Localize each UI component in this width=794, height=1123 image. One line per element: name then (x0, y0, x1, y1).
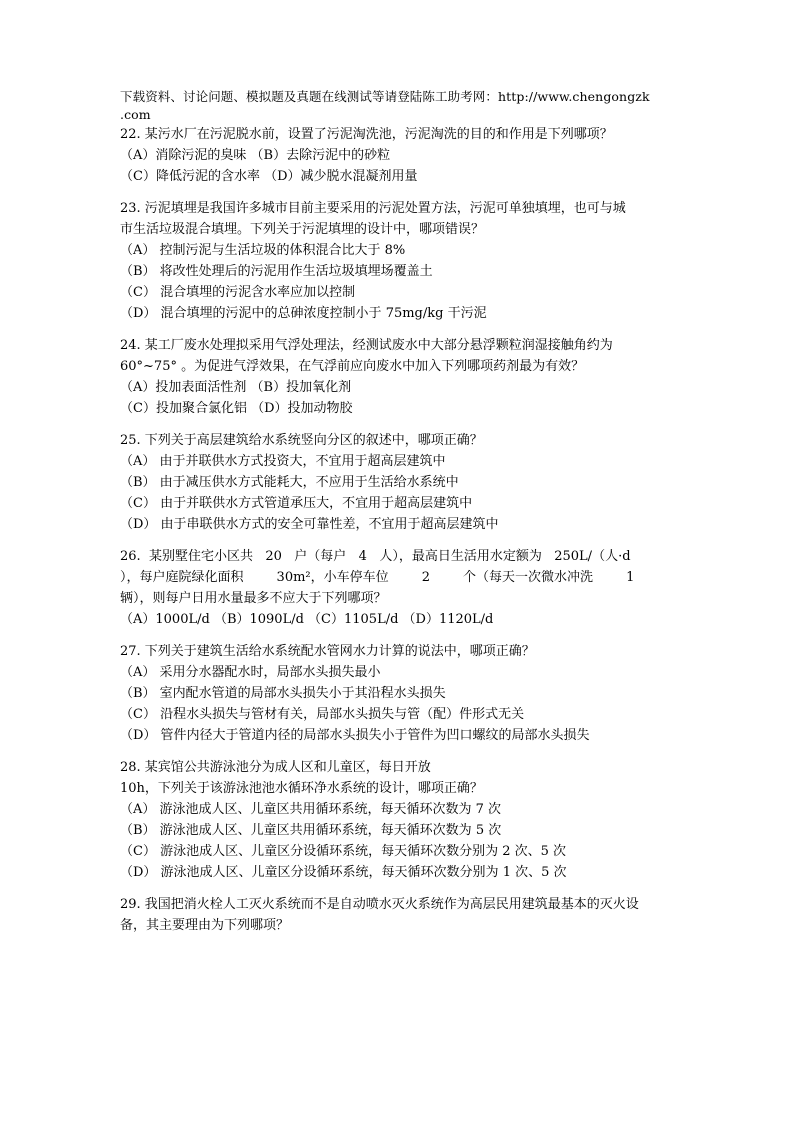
question-stem: 22. 某污水厂在污泥脱水前，设置了污泥淘洗池，污泥淘洗的目的和作用是下列哪项？ (120, 127, 613, 142)
question-stem: 24. 某工厂废水处理拟采用气浮处理法，经测试废水中大部分悬浮颗粒润湿接触角约为 (120, 338, 613, 353)
option-line: （A）消除污泥的臭味 （B）去除污泥中的砂粒 (120, 148, 391, 163)
option-b: （B） 游泳池成人区、儿童区共用循环系统，每天循环次数为 5 次 (120, 823, 502, 838)
question-stem: 市生活垃圾混合填埋。下列关于污泥填埋的设计中，哪项错误？ (120, 222, 485, 237)
question-29 (120, 894, 680, 936)
option-d: （D） 管件内径大于管道内径的局部水头损失小于管件为凹口螺纹的局部水头损失 (120, 728, 590, 743)
option-line: （C）投加聚合氯化铝 （D）投加动物胶 (120, 401, 353, 416)
question-25 (120, 430, 680, 535)
option-b: （B） 将改性处理后的污泥用作生活垃圾填埋场覆盖土 (120, 264, 433, 279)
option-b: （B） 由于减压供水方式能耗大，不应用于生活给水系统中 (120, 475, 459, 490)
option-b: （B） 室内配水管道的局部水头损失小于其沿程水头损失 (120, 686, 446, 701)
option-a: （A） 游泳池成人区、儿童区共用循环系统，每天循环次数为 7 次 (120, 802, 502, 817)
question-stem: 备，其主要理由为下列哪项？ (120, 918, 290, 933)
question-27 (120, 641, 680, 746)
question-stem: 26. 某别墅住宅小区共 20 户（每户 4 人），最高日生活用水定额为 250L/（人·d (120, 549, 631, 564)
question-stem: 27. 下列关于建筑生活给水系统配水管网水力计算的说法中，哪项正确？ (120, 644, 535, 659)
question-stem: 辆），则每户日用水量最多不应大于下列哪项？ (120, 591, 387, 606)
question-stem: 60°~75° 。为促进气浮效果，在气浮前应向废水中加入下列哪项药剂最为有效？ (120, 359, 585, 374)
option-d: （D） 游泳池成人区、儿童区分设循环系统，每天循环次数分别为 1 次、5 次 (120, 865, 567, 880)
option-line: （A）1000L/d （B）1090L/d （C）1105L/d （D）1120L/d (120, 612, 494, 627)
question-stem: 23. 污泥填埋是我国许多城市目前主要采用的污泥处置方法，污泥可单独填埋，也可与城 (120, 201, 626, 216)
header-line-1: 下载资料、讨论问题、模拟题及真题在线测试等请登陆陈工助考网：http://www.chengongzk (120, 89, 650, 104)
question-22 (120, 124, 680, 187)
option-line: （A）投加表面活性剂 （B）投加氧化剂 (120, 380, 352, 395)
question-stem: 25. 下列关于高层建筑给水系统竖向分区的叙述中，哪项正确？ (120, 433, 483, 448)
question-23 (120, 198, 680, 324)
question-stem: 10h，下列关于该游泳池池水循环净水系统的设计，哪项正确？ (120, 781, 483, 796)
question-stem: 28. 某宾馆公共游泳池分为成人区和儿童区，每日开放 (120, 760, 431, 775)
question-26 (120, 546, 680, 630)
option-a: （A） 采用分水器配水时，局部水头损失最小 (120, 665, 381, 680)
option-a: （A） 控制污泥与生活垃圾的体积混合比大于 8% (120, 243, 406, 258)
document-page (120, 88, 680, 936)
option-c: （C） 游泳池成人区、儿童区分设循环系统，每天循环次数分别为 2 次、5 次 (120, 844, 567, 859)
question-28 (120, 757, 680, 883)
question-24 (120, 335, 680, 419)
option-c: （C） 混合填埋的污泥含水率应加以控制 (120, 285, 356, 300)
option-d: （D） 由于串联供水方式的安全可靠性差，不宜用于超高层建筑中 (120, 517, 499, 532)
option-c: （C） 沿程水头损失与管材有关，局部水头损失与管（配）件形式无关 (120, 707, 525, 722)
question-stem: ），每户庭院绿化面积 30m²，小车停车位 2 个（每天一次微水冲洗 1 (120, 570, 635, 585)
question-stem: 29. 我国把消火栓人工灭火系统而不是自动喷水灭火系统作为高层民用建筑最基本的灭火设 (120, 897, 639, 912)
option-c: （C） 由于并联供水方式管道承压大，不宜用于超高层建筑中 (120, 496, 473, 511)
site-header-notice (120, 88, 680, 124)
header-line-2: .com (120, 107, 151, 122)
option-a: （A） 由于并联供水方式投资大，不宜用于超高层建筑中 (120, 454, 446, 469)
option-line: （C）降低污泥的含水率 （D）减少脱水混凝剂用量 (120, 169, 418, 184)
option-d: （D） 混合填埋的污泥中的总砷浓度控制小于 75mg/kg 干污泥 (120, 306, 487, 321)
